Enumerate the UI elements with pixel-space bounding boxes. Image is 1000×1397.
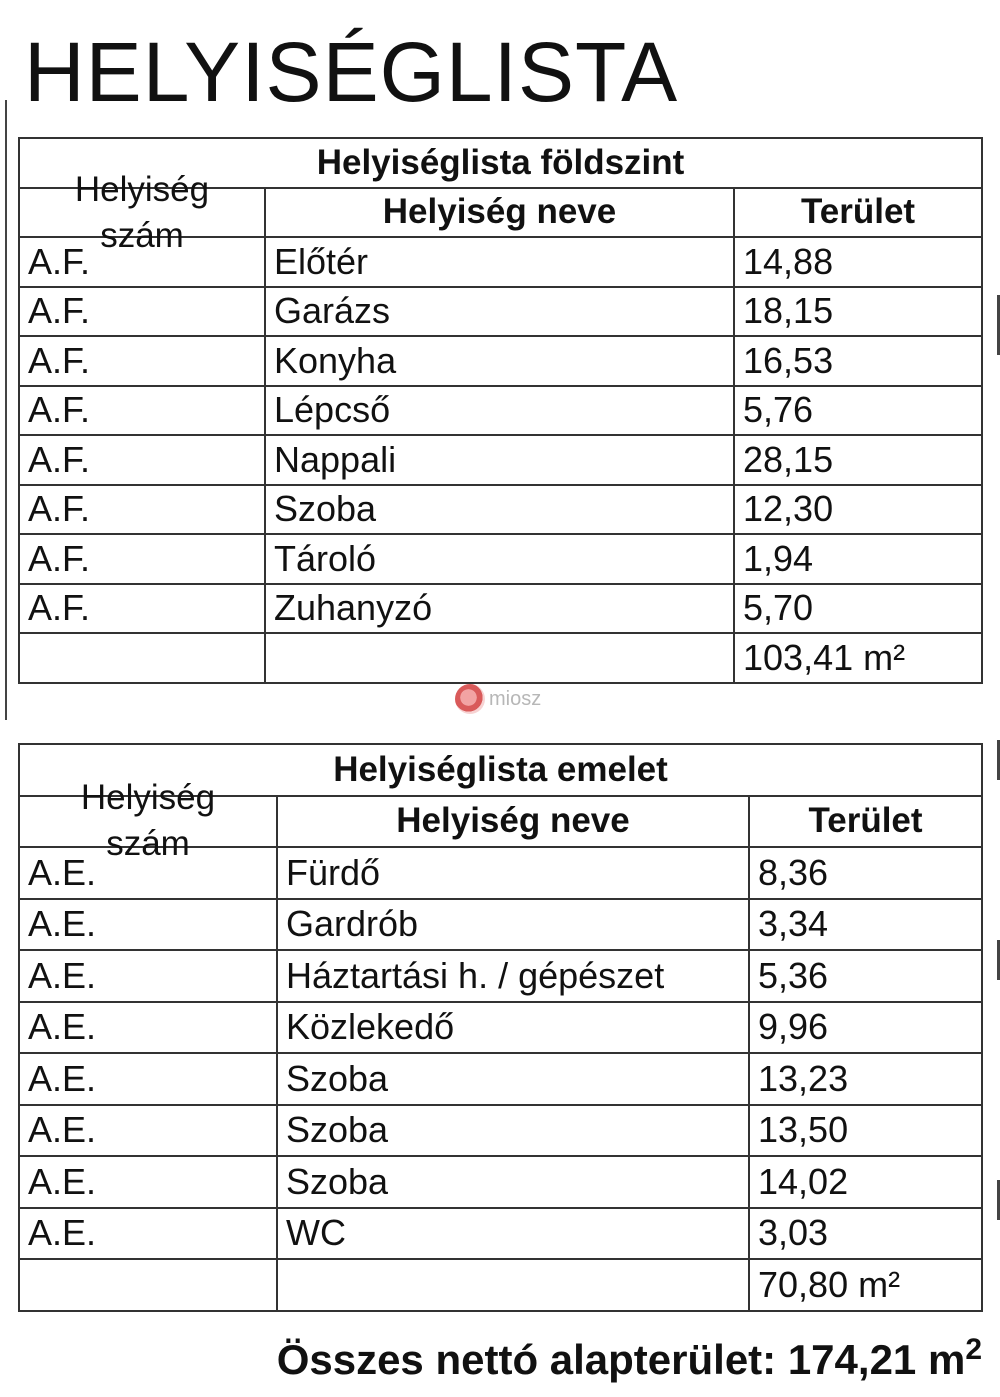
room-name: Háztartási h. / gépészet — [277, 950, 749, 1002]
table-row — [19, 1208, 982, 1260]
room-number: A.E. — [19, 950, 277, 1002]
room-number: A.F. — [19, 435, 265, 485]
table-total-row — [19, 1259, 982, 1311]
room-area: 5,70 — [734, 584, 982, 634]
table-row — [19, 899, 982, 951]
room-number: A.F. — [19, 237, 265, 287]
floor-total-area: 70,80 m² — [749, 1259, 982, 1311]
room-number: A.F. — [19, 287, 265, 337]
room-table-upper-floor — [18, 743, 983, 1312]
room-number: A.E. — [19, 1053, 277, 1105]
room-number: A.E. — [19, 1156, 277, 1208]
room-number: A.E. — [19, 1002, 277, 1054]
room-name: Előtér — [265, 237, 734, 287]
table-row — [19, 1105, 982, 1157]
grand-total — [277, 1333, 982, 1384]
header-room-number-label: Helyiség szám — [74, 169, 210, 255]
table-row — [19, 950, 982, 1002]
room-area: 13,50 — [749, 1105, 982, 1157]
room-area: 5,76 — [734, 386, 982, 436]
page-title: HELYISÉGLISTA — [24, 25, 679, 119]
header-room-number — [19, 777, 277, 863]
table-row — [19, 386, 982, 436]
table-header-row — [19, 188, 982, 238]
room-area: 14,88 — [734, 237, 982, 287]
table-total-row — [19, 633, 982, 683]
room-area: 12,30 — [734, 485, 982, 535]
room-number: A.F. — [19, 485, 265, 535]
table-row — [19, 485, 982, 535]
header-room-number — [19, 169, 265, 255]
room-area: 14,02 — [749, 1156, 982, 1208]
room-number: A.F. — [19, 584, 265, 634]
room-area: 5,36 — [749, 950, 982, 1002]
room-number: A.E. — [19, 899, 277, 951]
table-row — [19, 287, 982, 337]
room-name: Zuhanyzó — [265, 584, 734, 634]
empty-cell — [265, 633, 734, 683]
header-area: Terület — [734, 188, 982, 238]
room-name: Gardrób — [277, 899, 749, 951]
header-room-name: Helyiség neve — [277, 796, 749, 848]
room-name: Közlekedő — [277, 1002, 749, 1054]
room-name: Szoba — [277, 1105, 749, 1157]
table-caption: Helyiséglista emelet — [19, 744, 982, 796]
room-name: WC — [277, 1208, 749, 1260]
room-area: 9,96 — [749, 1002, 982, 1054]
empty-cell — [19, 633, 265, 683]
room-name: Tároló — [265, 534, 734, 584]
room-number: A.F. — [19, 336, 265, 386]
room-area: 18,15 — [734, 287, 982, 337]
watermark — [455, 684, 541, 714]
room-area: 28,15 — [734, 435, 982, 485]
room-name: Garázs — [265, 287, 734, 337]
room-number: A.E. — [19, 1208, 277, 1260]
watermark-text: miosz — [489, 687, 542, 710]
empty-cell — [277, 1259, 749, 1311]
table-row — [19, 534, 982, 584]
room-area: 3,34 — [749, 899, 982, 951]
room-name: Lépcső — [265, 386, 734, 436]
grand-total-label: Összes nettó alapterület: 174,21 m — [276, 1336, 966, 1383]
empty-cell — [19, 1259, 277, 1311]
table-row — [19, 435, 982, 485]
table-row — [19, 336, 982, 386]
room-name: Szoba — [277, 1053, 749, 1105]
table-row — [19, 1053, 982, 1105]
header-room-number-label: Helyiség szám — [80, 777, 216, 863]
room-table-ground-floor — [18, 137, 983, 684]
room-name: Fürdő — [277, 847, 749, 899]
room-area: 1,94 — [734, 534, 982, 584]
left-edge-line — [5, 100, 7, 720]
heart-logo-icon — [455, 684, 485, 714]
room-number: A.E. — [19, 847, 277, 899]
grand-total-unit-exponent: 2 — [965, 1333, 982, 1366]
header-area: Terület — [749, 796, 982, 848]
room-number: A.E. — [19, 1105, 277, 1157]
table-row — [19, 1002, 982, 1054]
table-header-row — [19, 796, 982, 848]
table-row — [19, 584, 982, 634]
table-row — [19, 1156, 982, 1208]
room-name: Konyha — [265, 336, 734, 386]
room-area: 16,53 — [734, 336, 982, 386]
header-room-name: Helyiség neve — [265, 188, 734, 238]
room-number: A.F. — [19, 534, 265, 584]
room-number: A.F. — [19, 386, 265, 436]
room-area: 3,03 — [749, 1208, 982, 1260]
room-name: Szoba — [265, 485, 734, 535]
table-caption: Helyiséglista földszint — [19, 138, 982, 188]
room-name: Szoba — [277, 1156, 749, 1208]
room-area: 8,36 — [749, 847, 982, 899]
floor-total-area: 103,41 m² — [734, 633, 982, 683]
room-name: Nappali — [265, 435, 734, 485]
room-area: 13,23 — [749, 1053, 982, 1105]
